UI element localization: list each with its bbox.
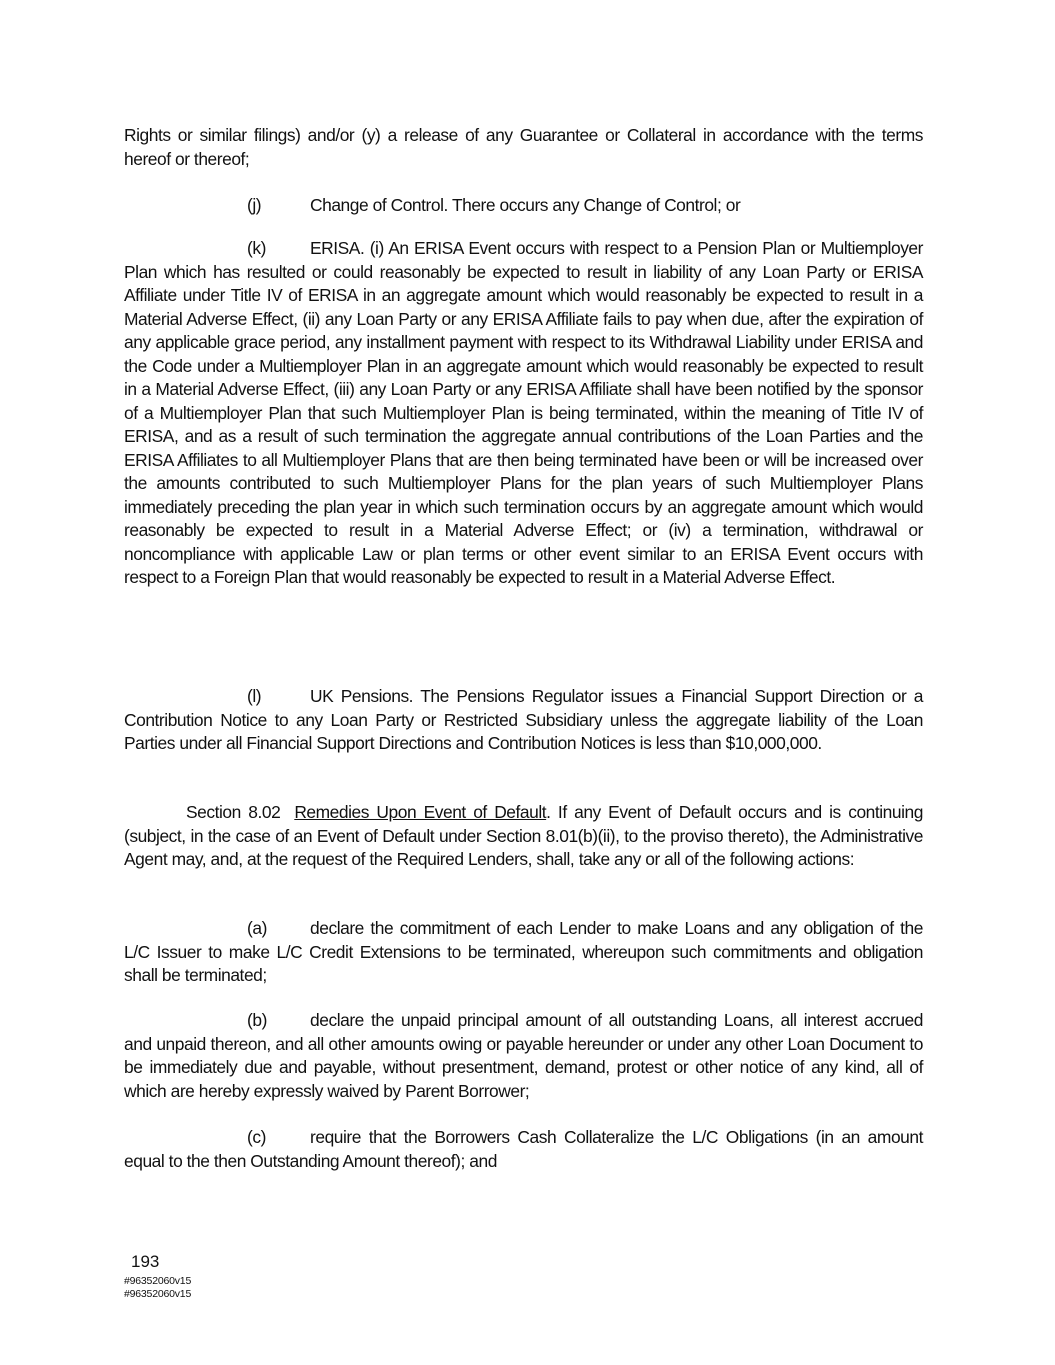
clause-j (124, 194, 923, 218)
remedy-b-marker: (b) (247, 1010, 267, 1030)
remedy-a-marker: (a) (247, 918, 267, 938)
remedy-c-text: require that the Borrowers Cash Collateralize the L/C Obligations (in an amount equal to the then Outstanding Amount thereof); and (124, 1127, 923, 1171)
clause-l (124, 685, 923, 756)
clause-l-marker: (l) (247, 686, 262, 706)
remedy-a (124, 917, 923, 988)
remedy-b (124, 1009, 923, 1103)
section-text: . If any Event of Default occurs and is continuing (subject, in the case of an Event of Default under Section 8.01(b)(ii), to the proviso thereto), the Administrative Agent may, and, at the request of the Required Lenders, shall, take any or all of the following actions: (124, 802, 923, 869)
clause-k-marker: (k) (247, 238, 266, 258)
page-number: 193 (131, 1252, 160, 1271)
clause-k-text: ERISA. (i) An ERISA Event occurs with respect to a Pension Plan or Multiemployer Plan which has resulted or could reasonably be expected to result in liability of any Loan Party or ERISA Affiliate under Title IV of ERISA in an aggregate amount which would reasonably be expected to result in a Material Adverse Effect, (ii) any Loan Party or any ERISA Affiliate fails to pay when due, after the expiration of any applicable grace period, any installment payment with respect to its Withdrawal Liability under ERISA and the Code under a Multiemployer Plan in an aggregate amount which would reasonably be expected to result in a Material Adverse Effect, (iii) any Loan Party or any ERISA Affiliate shall have been notified by the sponsor of a Multiemployer Plan that such Multiemployer Plan is being terminated, within the meaning of Title IV of ERISA, and as a result of such termination the aggregate annual contributions of the Loan Parties and the ERISA Affiliates to all Multiemployer Plans that are then being terminated have been or will be increased over the amounts contributed to such Multiemployer Plans for the plan years of such Multiemployer Plans immediately preceding the plan year in which such termination occurs by an aggregate amount which would reasonably be expected to result in a Material Adverse Effect; or (iv) a termination, withdrawal or noncompliance with applicable Law or plan terms or other event similar to an ERISA Event occurs with respect to a Foreign Plan that would reasonably be expected to result in a Material Adverse Effect. (124, 238, 923, 587)
remedy-c-marker: (c) (247, 1127, 266, 1147)
clause-j-marker: (j) (247, 195, 262, 215)
continuation-paragraph: Rights or similar filings) and/or (y) a release of any Guarantee or Collateral in accordance with the terms hereof or thereof; (124, 125, 923, 169)
doc-id: #96352060v15 (124, 1275, 192, 1287)
clause-l-text: UK Pensions. The Pensions Regulator issues a Financial Support Direction or a Contribution Notice to any Loan Party or Restricted Subsidiary unless the aggregate liability of the Loan Parties under all Financial Support Directions and Contribution Notices is less than $10,000,000. (124, 686, 923, 753)
remedy-a-text: declare the commitment of each Lender to make Loans and any obligation of the L/C Issuer to make L/C Credit Extensions to be terminated, whereupon such commitments and obligation shall be terminated; (124, 918, 923, 985)
section-number: Section 8.02 (186, 802, 281, 822)
remedy-c (124, 1126, 923, 1173)
remedy-b-text: declare the unpaid principal amount of all outstanding Loans, all interest accrued and unpaid thereon, and all other amounts owing or payable hereunder or under any other Loan Document to be immediately due and payable, without presentment, demand, protest or other notice of any kind, all of which are hereby expressly waived by Parent Borrower; (124, 1010, 923, 1101)
clause-j-text: Change of Control. There occurs any Change of Control; or (310, 195, 741, 215)
clause-k (124, 237, 923, 590)
doc-id: #96352060v15 (124, 1288, 192, 1300)
section-8-02 (124, 801, 923, 872)
section-heading: Remedies Upon Event of Default (294, 802, 547, 822)
